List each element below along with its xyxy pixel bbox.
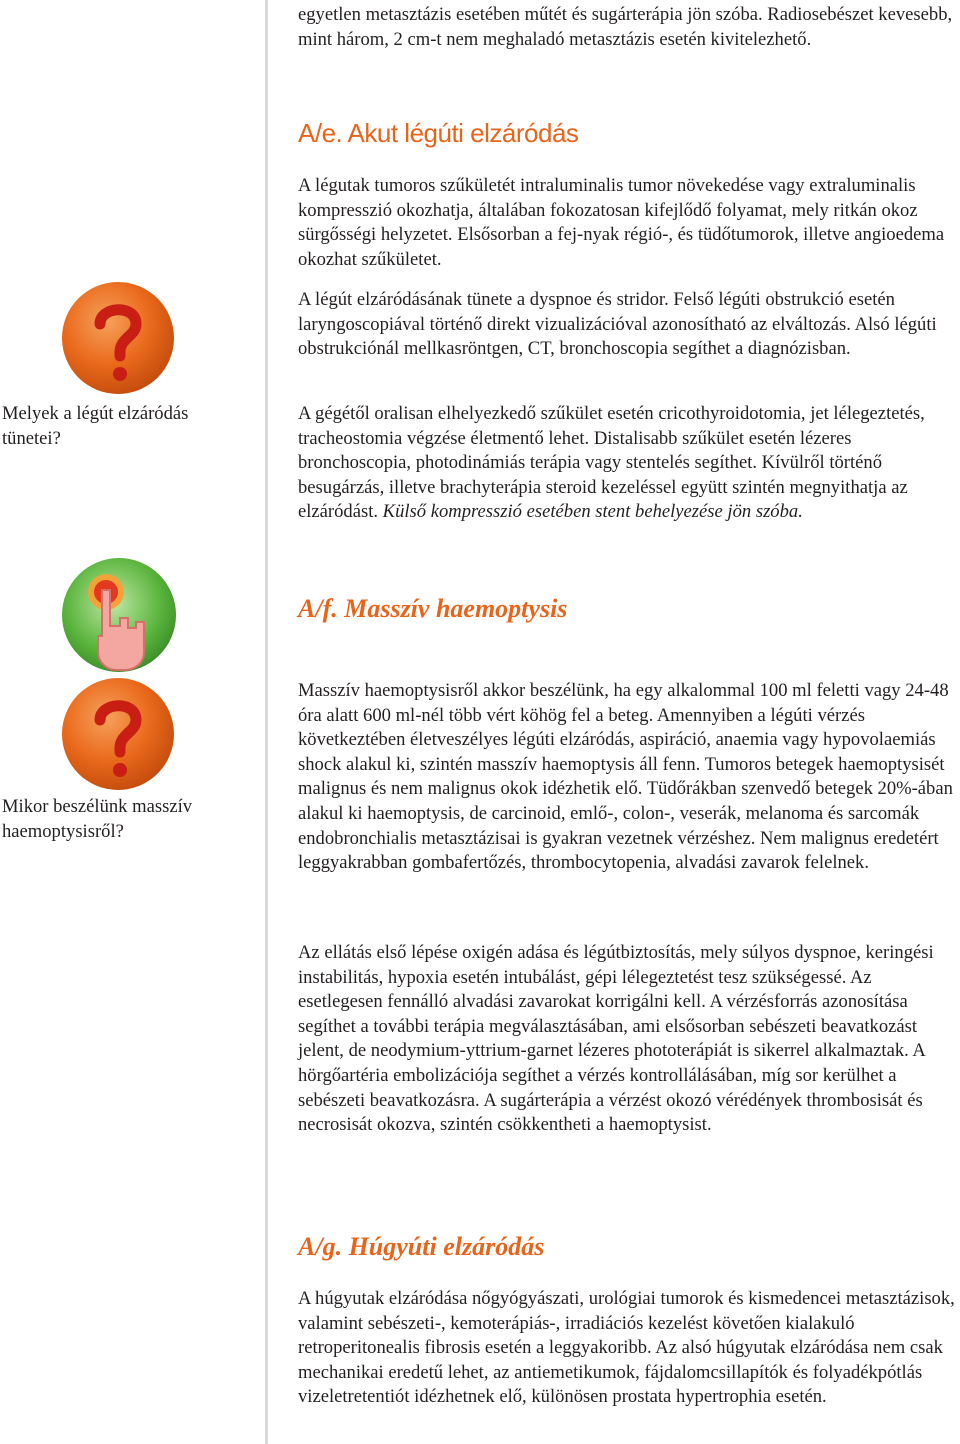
section-heading-haemoptysis: A/f. Masszív haemoptysis	[298, 594, 568, 623]
question-mark-icon	[60, 280, 176, 396]
section-heading-airway: A/e. Akut légúti elzáródás	[298, 118, 579, 148]
pointing-hand-button-icon	[60, 556, 178, 674]
paragraph-airway-3	[298, 402, 960, 525]
section-heading-urinary: A/g. Húgyúti elzáródás	[298, 1232, 545, 1261]
sidebar-question-airway: Melyek a légút elzáródás tünetei?	[2, 403, 189, 449]
paragraph-urinary-1: A húgyutak elzáródása nőgyógyászati, urológiai tumorok és kismedencei metasztázisok, valamint sebészeti-, kemoterápiás-, irradiációs kezelést követően kialakuló retroperitonealis fibrosis esetén a leggyakoribb. Az alsó húgyutak elzáródása nem csak mechanikai eredetű lehet, az antiemetikumok, fájdalomcsillapítók és folyadékpótlás vizeletretentiót idézhetnek elő, különösen prostata hypertrophia esetén.	[298, 1288, 955, 1408]
paragraph-airway-3-text: A gégétől oralisan elhelyezkedő szűkület esetén cricothyroidotomia, jet lélegeztetés, tracheostomia végzése életmentő lehet. Distalisabb szűkület esetén lézeres bronchoscopia, photodinámiás terápia vagy stentelés segíthet. Kívülről történő besugárzás, illetve brachyterápia steroid kezeléssel együtt szintén megnyithatja az elzáródást.	[298, 403, 925, 523]
paragraph-airway-1: A légutak tumoros szűkületét intraluminalis tumor növekedése vagy extraluminalis kompresszió okozhatja, általában fokozatosan kifejlődő folyamat, mely ritkán okoz sürgősségi helyzetet. Elsősorban a fej-nyak régió-, és tüdőtumorok, illetve angioedema okozhat szűkületet.	[298, 175, 945, 270]
sidebar-question-haemoptysis: Mikor beszélünk masszív haemoptysisről?	[2, 796, 193, 842]
paragraph-haemoptysis-1: Masszív haemoptysisről akkor beszélünk, ha egy alkalommal 100 ml feletti vagy 24-48 óra alatt 600 ml-nél több vért köhög fel a beteg. Amennyiben a légúti vérzés következtében életveszélyes légúti elzáródás, aspiráció, anaemia vagy hypovolaemiás shock alakul ki, szintén masszív haemoptysis áll fenn. Tumoros betegek haemoptysisét malignus és nem malignus okok idézhetik elő. Tüdőrákban szenvedő betegek 20%-ában alakul ki haemoptysis, de carcinoid, emlő-, colon-, veserák, melanoma és sarcomák endobronchialis metasztázisai is gyakran vezetnek vérzéshez. Nem malignus eredetért leggyakrabban gombafertőzés, thrombocytopenia, alvadási zavarok felelnek.	[298, 680, 953, 874]
question-mark-icon	[60, 676, 176, 792]
intro-paragraph: egyetlen metasztázis esetében műtét és sugárterápia jön szóba. Radiosebészet kevesebb, mint három, 2 cm-t nem meghaladó metasztázis esetén kivitelezhető.	[298, 4, 953, 50]
column-divider	[265, 0, 268, 1444]
paragraph-airway-2: A légút elzáródásának tünete a dyspnoe és stridor. Felső légúti obstrukció esetén laryngoscopiával történő direkt vizualizációval azonosítható az elváltozás. Alsó légúti obstrukciónál mellkasröntgen, CT, bronchoscopia segíthet a diagnózisban.	[298, 289, 937, 360]
paragraph-haemoptysis-2: Az ellátás első lépése oxigén adása és légútbiztosítás, mely súlyos dyspnoe, keringési instabilitás, hypoxia esetén intubálást, gépi lélegeztetést tesz szükségessé. Az esetlegesen fennálló alvadási zavarokat korrigálni kell. A vérzésforrás azonosítása segíthet a további terápia megválasztásában, ami elsősorban sebészeti beavatkozást jelent, de neodymium-yttrium-garnet lézeres phototerápiát is sikerrel alkalmaztak. A hörgőartéria embolizációja segíthet a vérzés kontrollálásában, míg sor kerülhet a sebészeti beavatkozásra. A sugárterápia a vérzést okozó vérédények thrombosisát és necrosisát okozva, szintén csökkentheti a haemoptysist.	[298, 942, 934, 1136]
paragraph-airway-3-italic: Külső kompresszió esetében stent behelyezése jön szóba.	[382, 501, 803, 523]
